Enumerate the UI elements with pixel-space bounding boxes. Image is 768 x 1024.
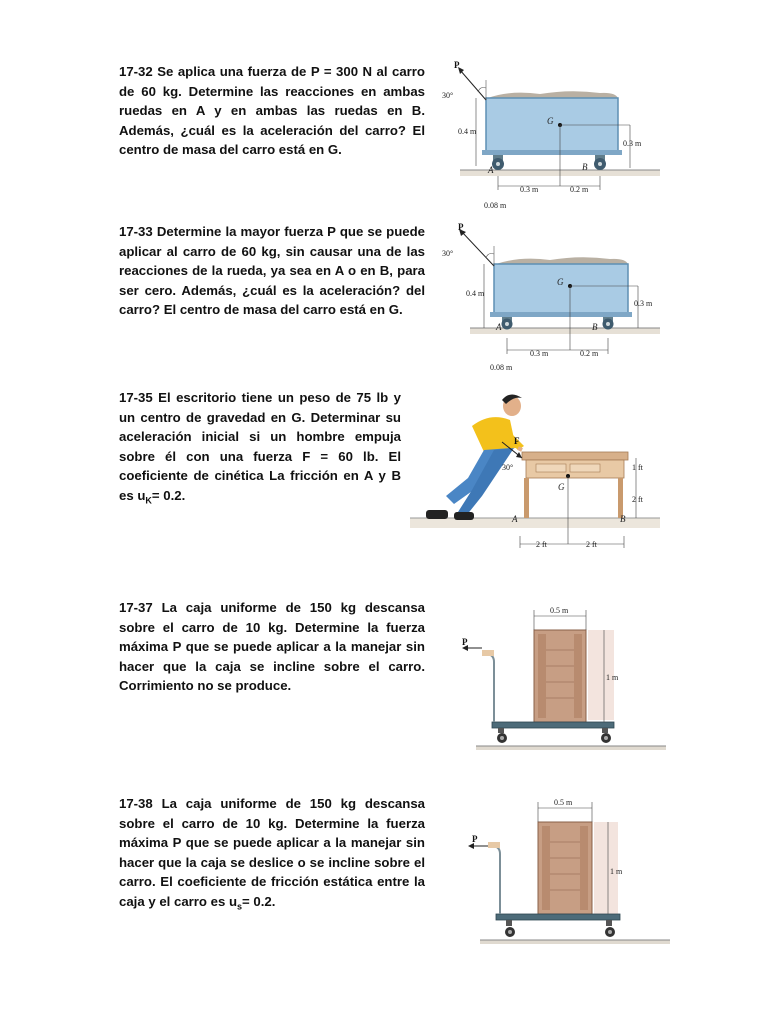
problem-17-32 [119,62,425,160]
height-dimension: 1 m [606,673,619,682]
width-dimension: 0.5 m [550,606,569,615]
height-dimension: 0.4 m [458,127,477,136]
subscript: K [145,495,152,506]
subscript: s [237,901,243,912]
problem-text-end: = 0.2. [151,487,186,503]
problem-text: Se aplica una fuerza de P = 300 N al carro de 60 kg. Determine las reacciones en ambas ruedas en A y en ambas las ruedas en B. Además, ¿cuál es la aceleración del carro? El centro de masa del carro está en G. [119,64,425,158]
dimension-label: 2 ft [536,540,547,549]
force-label: F [514,436,520,446]
height-dimension: 1 ft [632,463,643,472]
force-label: P [472,834,478,844]
angle-label: 30° [442,91,454,100]
crate-figure-17-38 [460,794,670,948]
height-dimension: 0.4 m [466,289,485,298]
dimension-label: 0.3 m [520,185,539,194]
dimension-label: 0.3 m [530,349,549,358]
force-label: P [458,222,464,232]
problem-text: El escritorio tiene un peso de 75 lb y un centro de gravedad en G. Determinar su aceleración inicial si un hombre empuja sobre él con una fuerza F = 60 lb. El coeficiente de cinética La fricción en A y B es u [119,390,401,503]
point-b-label: B [620,514,626,524]
height-dimension: 0.3 m [623,139,642,148]
force-label: P [454,60,460,70]
center-of-mass-label: G [557,277,564,287]
dimension-label: 2 ft [586,540,597,549]
problem-text: La caja uniforme de 150 kg descansa sobre el carro de 10 kg. Determine la fuerza máxima P que se puede aplicar a la manejar sin hacer que la caja se deslice o se incline sobre el carro. El coeficiente de fricción estática entre la caja y el carro es u [119,796,425,909]
problem-17-35 [119,388,401,511]
point-a-label: A [512,514,518,524]
point-b-label: B [582,162,588,172]
problem-number: 17-33 [119,224,153,239]
problem-17-37 [119,598,425,696]
height-dimension: 2 ft [632,495,643,504]
problem-text: Determine la mayor fuerza P que se puede aplicar al carro de 60 kg, sin causar una de las reacciones de la rueda, ya sea en A o en B, para ser cero. Además, ¿cuál es la aceleración? del carro? El centro de masa del carro está en G. [119,224,425,318]
desk-figure-17-35 [410,386,660,552]
problem-text-end: = 0.2. [242,893,276,909]
cart-figure-17-32 [440,58,660,210]
point-a-label: A [496,322,502,332]
width-dimension: 0.5 m [554,798,573,807]
problem-number: 17-38 [119,796,153,811]
problem-number: 17-32 [119,64,153,79]
dimension-label: 0.08 m [484,201,507,210]
dimension-label: 0.08 m [490,363,513,372]
dimension-label: 0.2 m [580,349,599,358]
problem-number: 17-37 [119,600,153,615]
height-dimension: 0.3 m [634,299,653,308]
problem-17-33 [119,222,425,320]
dimension-label: 0.2 m [570,185,589,194]
angle-label: 30° [502,463,514,472]
problem-number: 17-35 [119,390,153,405]
center-of-mass-label: G [558,482,565,492]
point-a-label: A [488,165,494,175]
center-of-mass-label: G [547,116,554,126]
problem-text: La caja uniforme de 150 kg descansa sobre el carro de 10 kg. Determine la fuerza máxima P que se puede aplicar a la manejar sin hacer que la caja se incline sobre el carro. Corrimiento no se produce. [119,600,425,694]
height-dimension: 1 m [610,867,623,876]
cart-figure-17-33 [440,220,660,372]
angle-label: 30° [442,249,454,258]
point-b-label: B [592,322,598,332]
crate-figure-17-37 [456,600,666,754]
force-label: P [462,637,468,647]
problem-17-38 [119,794,425,917]
